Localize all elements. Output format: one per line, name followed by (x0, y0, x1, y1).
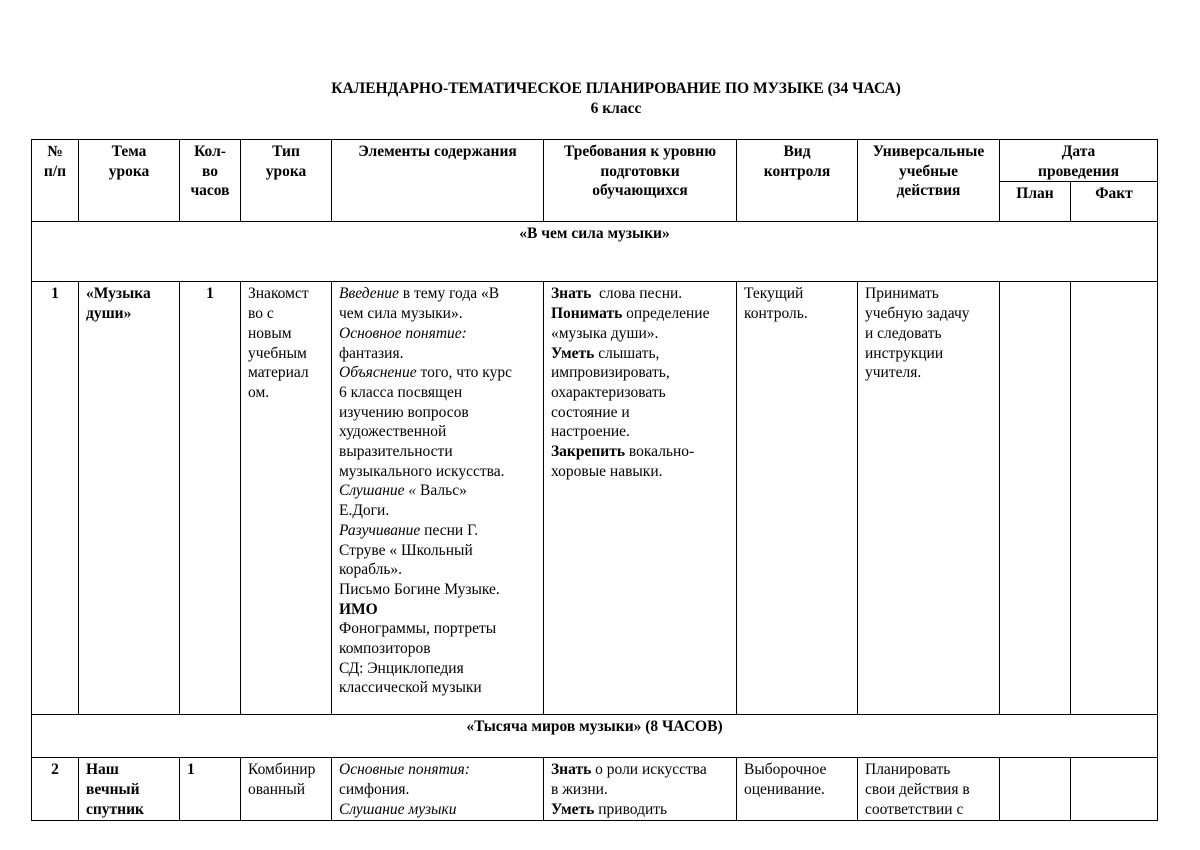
row-num: 1 (32, 282, 79, 715)
header-plan: План (1000, 182, 1071, 222)
table-row (32, 758, 1158, 820)
row-type: Комбинир ованный (241, 758, 332, 820)
header-hours: Кол- во часов (180, 140, 241, 222)
header-control: Вид контроля (737, 140, 858, 222)
table-row (32, 282, 1158, 715)
row-topic: Наш вечный спутник (79, 758, 180, 820)
document-header (0, 79, 1200, 119)
header-row (32, 140, 1158, 182)
header-num: № п/п (32, 140, 79, 222)
section-title: «Тысяча миров музыки» (8 ЧАСОВ) (32, 715, 1158, 758)
row-actions: Принимать учебную задачу и следовать инструкции учителя. (858, 282, 1000, 715)
row-hours: 1 (180, 282, 241, 715)
document-subtitle: 6 класс (590, 100, 642, 117)
header-fact: Факт (1071, 182, 1158, 222)
section-title: «В чем сила музыки» (32, 222, 1158, 282)
row-content: Основные понятия: симфония. Слушание музыки (332, 758, 544, 820)
row-fact (1071, 758, 1158, 820)
header-topic: Тема урока (79, 140, 180, 222)
row-plan (1000, 758, 1071, 820)
row-control: Выборочное оценивание. (737, 758, 858, 820)
row-requirements: Знать о роли искусства в жизни. Уметь приводить (544, 758, 737, 820)
header-date: Дата проведения (1000, 140, 1158, 182)
row-topic: «Музыка души» (79, 282, 180, 715)
document-title: КАЛЕНДАРНО-ТЕМАТИЧЕСКОЕ ПЛАНИРОВАНИЕ ПО МУЗЫКЕ (34 ЧАСА) (331, 80, 901, 97)
planning-table (31, 139, 1158, 821)
row-content: Введение в тему года «В чем сила музыки». Основное понятие: фантазия. Объяснение того, что курс 6 класса посвящен изучению вопросов художественной выразительности музыкального искусства. Слушание « Вальс» Е.Доги. Разучивание песни Г. Струве « Школьный корабль». Письмо Богине Музыке. ИМО Фонограммы, портреты композиторов СД: Энциклопедия классической музыки (332, 282, 544, 715)
row-num: 2 (32, 758, 79, 820)
section-row (32, 222, 1158, 282)
row-requirements: Знать слова песни. Понимать определение «музыка души». Уметь слышать, импровизировать, охарактеризовать состояние и настроение. Закрепить вокально- хоровые навыки. (544, 282, 737, 715)
header-requirements: Требования к уровню подготовки обучающихся (544, 140, 737, 222)
row-actions: Планировать свои действия в соответствии с (858, 758, 1000, 820)
row-fact (1071, 282, 1158, 715)
row-control: Текущий контроль. (737, 282, 858, 715)
row-hours: 1 (180, 758, 241, 820)
row-type: Знакомст во с новым учебным материал ом. (241, 282, 332, 715)
header-actions: Универсальные учебные действия (858, 140, 1000, 222)
header-type: Тип урока (241, 140, 332, 222)
section-row (32, 715, 1158, 758)
header-content: Элементы содержания (332, 140, 544, 222)
row-plan (1000, 282, 1071, 715)
